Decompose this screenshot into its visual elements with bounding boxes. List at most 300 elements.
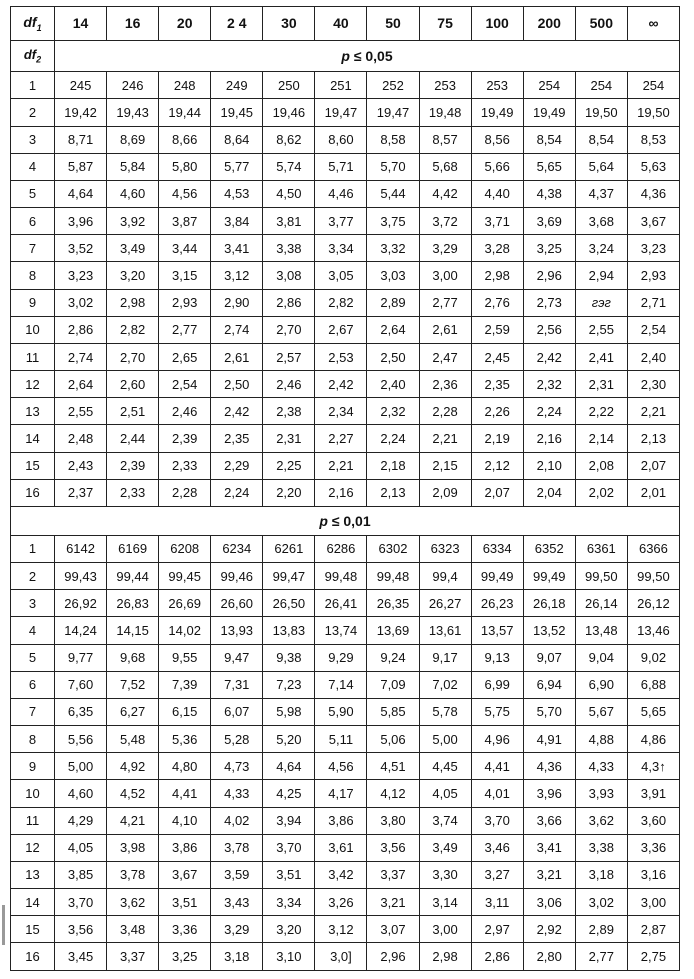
f-value-cell: 13,52 (523, 617, 575, 644)
f-value-cell: 2,33 (159, 452, 211, 479)
f-value-cell: 4,41 (159, 780, 211, 807)
f-value-cell: 2,44 (107, 425, 159, 452)
f-value-cell: 2,70 (107, 343, 159, 370)
f-value-cell: 4,52 (107, 780, 159, 807)
f-value-cell: 2,19 (471, 425, 523, 452)
f-value-cell: 5,36 (159, 726, 211, 753)
f-value-cell: 4,25 (263, 780, 315, 807)
f-value-cell: 3,06 (523, 889, 575, 916)
f-value-cell: 2,89 (367, 289, 419, 316)
f-value-cell: 2,64 (367, 316, 419, 343)
f-value-cell: 3,51 (263, 861, 315, 888)
f-value-cell: 99,50 (627, 563, 679, 590)
f-value-cell: 3,78 (107, 861, 159, 888)
f-value-cell: 3,67 (159, 861, 211, 888)
df2-row-label: 3 (11, 590, 55, 617)
f-value-cell: 26,27 (419, 590, 471, 617)
f-value-cell: 2,35 (211, 425, 263, 452)
f-value-cell: 2,42 (523, 343, 575, 370)
f-value-cell: 4,51 (367, 753, 419, 780)
f-value-cell: 26,41 (315, 590, 367, 617)
f-value-cell: 8,71 (55, 126, 107, 153)
f-value-cell: 249 (211, 72, 263, 99)
f-value-cell: 2,28 (419, 398, 471, 425)
f-value-cell: 3,92 (107, 208, 159, 235)
f-value-cell: 3,11 (471, 889, 523, 916)
table-row (11, 398, 680, 425)
significance-level-label (55, 40, 680, 72)
f-value-cell: 3,85 (55, 861, 107, 888)
f-value-cell: 3,46 (471, 834, 523, 861)
f-value-cell: 3,23 (55, 262, 107, 289)
f-value-cell: 2,43 (55, 452, 107, 479)
table-row (11, 343, 680, 370)
f-value-cell: 9,07 (523, 644, 575, 671)
df2-corner-label (11, 40, 55, 72)
f-value-cell: 3,96 (523, 780, 575, 807)
f-value-cell: 2,31 (263, 425, 315, 452)
column-header-df1: 100 (471, 7, 523, 41)
f-value-cell: 8,58 (367, 126, 419, 153)
f-value-cell: 2,98 (419, 943, 471, 971)
f-value-cell: 9,68 (107, 644, 159, 671)
f-value-cell: 26,50 (263, 590, 315, 617)
f-value-cell: 2,42 (211, 398, 263, 425)
f-value-cell: 2,26 (471, 398, 523, 425)
table-row (11, 371, 680, 398)
table-row (11, 617, 680, 644)
f-value-cell: 3,84 (211, 208, 263, 235)
df2-row-label: 6 (11, 671, 55, 698)
f-value-cell: 2,93 (159, 289, 211, 316)
f-value-cell: 252 (367, 72, 419, 99)
df1-sub: 1 (36, 22, 42, 33)
f-value-cell: 8,57 (419, 126, 471, 153)
df2-row-label: 11 (11, 807, 55, 834)
f-value-cell: 3,27 (471, 861, 523, 888)
f-value-cell: 253 (471, 72, 523, 99)
df2-row-label: 9 (11, 753, 55, 780)
f-value-cell: 4,92 (107, 753, 159, 780)
df1-var: df (23, 13, 37, 30)
table-row (11, 671, 680, 698)
f-value-cell: 2,76 (471, 289, 523, 316)
df2-row-label: 16 (11, 943, 55, 971)
f-value-cell: 6323 (419, 535, 471, 562)
f-value-cell: 13,61 (419, 617, 471, 644)
f-value-cell: 3,98 (107, 834, 159, 861)
f-value-cell: 3,41 (523, 834, 575, 861)
f-value-cell: 5,48 (107, 726, 159, 753)
f-value-cell: 5,44 (367, 180, 419, 207)
f-value-cell: 2,41 (575, 343, 627, 370)
df2-row-label: 12 (11, 371, 55, 398)
f-value-cell: 7,52 (107, 671, 159, 698)
f-value-cell: 3,00 (419, 262, 471, 289)
f-value-cell: 7,60 (55, 671, 107, 698)
f-value-cell: 2,42 (315, 371, 367, 398)
f-value-cell: 4,36 (523, 753, 575, 780)
f-value-cell: 99,4 (419, 563, 471, 590)
f-value-cell: 3,00 (419, 916, 471, 943)
f-value-cell: 4,33 (211, 780, 263, 807)
f-value-cell: 2,77 (159, 316, 211, 343)
df2-row-label: 1 (11, 72, 55, 99)
f-value-cell: 5,68 (419, 153, 471, 180)
f-value-cell: 5,87 (55, 153, 107, 180)
df2-row-label: 15 (11, 916, 55, 943)
f-value-cell: 2,97 (471, 916, 523, 943)
f-value-cell: 3,78 (211, 834, 263, 861)
f-value-cell: 2,39 (159, 425, 211, 452)
f-value-cell: 3,94 (263, 807, 315, 834)
f-value-cell: 26,18 (523, 590, 575, 617)
f-value-cell: 5,85 (367, 698, 419, 725)
f-value-cell: 2,57 (263, 343, 315, 370)
f-value-cell: 4,96 (471, 726, 523, 753)
f-value-cell: 19,50 (575, 99, 627, 126)
f-value-cell: 2,71 (627, 289, 679, 316)
f-value-cell: гэг (575, 289, 627, 316)
f-value-cell: 4,21 (107, 807, 159, 834)
f-value-cell: 3,29 (211, 916, 263, 943)
f-value-cell: 19,46 (263, 99, 315, 126)
f-value-cell: 19,50 (627, 99, 679, 126)
f-value-cell: 2,54 (627, 316, 679, 343)
f-value-cell: 254 (523, 72, 575, 99)
f-value-cell: 19,42 (55, 99, 107, 126)
df2-row-label: 2 (11, 563, 55, 590)
f-value-cell: 99,44 (107, 563, 159, 590)
f-distribution-table-page (10, 6, 680, 971)
f-value-cell: 3,02 (55, 289, 107, 316)
table-row (11, 153, 680, 180)
df2-row-label: 13 (11, 398, 55, 425)
f-value-cell: 5,70 (523, 698, 575, 725)
f-value-cell: 4,42 (419, 180, 471, 207)
f-value-cell: 4,53 (211, 180, 263, 207)
table-row (11, 753, 680, 780)
f-value-cell: 3,20 (263, 916, 315, 943)
f-value-cell: 3,0] (315, 943, 367, 971)
f-value-cell: 3,51 (159, 889, 211, 916)
df2-row-label: 7 (11, 698, 55, 725)
table-row (11, 726, 680, 753)
df2-row-label: 9 (11, 289, 55, 316)
f-value-cell: 3,77 (315, 208, 367, 235)
f-value-cell: 8,66 (159, 126, 211, 153)
f-value-cell: 13,74 (315, 617, 367, 644)
f-value-cell: 4,02 (211, 807, 263, 834)
f-value-cell: 4,05 (55, 834, 107, 861)
f-value-cell: 3,32 (367, 235, 419, 262)
f-value-cell: 2,36 (419, 371, 471, 398)
f-value-cell: 3,34 (263, 889, 315, 916)
column-header-df1: 14 (55, 7, 107, 41)
table-row (11, 535, 680, 562)
f-value-cell: 3,56 (367, 834, 419, 861)
f-value-cell: 19,47 (367, 99, 419, 126)
table-row (11, 99, 680, 126)
f-value-cell: 2,64 (55, 371, 107, 398)
f-value-cell: 2,75 (627, 943, 679, 971)
f-value-cell: 3,70 (263, 834, 315, 861)
f-value-cell: 26,12 (627, 590, 679, 617)
column-header-df1: 30 (263, 7, 315, 41)
f-value-cell: 4,64 (263, 753, 315, 780)
f-value-cell: 5,66 (471, 153, 523, 180)
f-value-cell: 4,56 (315, 753, 367, 780)
f-value-cell: 3,03 (367, 262, 419, 289)
p-symbol: p (341, 47, 350, 64)
f-value-cell: 5,20 (263, 726, 315, 753)
f-value-cell: 19,49 (471, 99, 523, 126)
f-value-cell: 3,49 (107, 235, 159, 262)
f-value-cell: 2,65 (159, 343, 211, 370)
f-value-cell: 5,00 (419, 726, 471, 753)
f-value-cell: 3,86 (159, 834, 211, 861)
table-row (11, 316, 680, 343)
f-value-cell: 2,67 (315, 316, 367, 343)
table-row (11, 916, 680, 943)
df1-corner-label (11, 7, 55, 41)
f-value-cell: 13,83 (263, 617, 315, 644)
f-value-cell: 5,70 (367, 153, 419, 180)
f-value-cell: 2,86 (263, 289, 315, 316)
f-value-cell: 253 (419, 72, 471, 99)
f-value-cell: 4,91 (523, 726, 575, 753)
f-value-cell: 14,15 (107, 617, 159, 644)
f-value-cell: 3,80 (367, 807, 419, 834)
f-value-cell: 9,77 (55, 644, 107, 671)
df2-row-label: 13 (11, 861, 55, 888)
f-value-cell: 2,34 (315, 398, 367, 425)
f-value-cell: 2,13 (367, 479, 419, 506)
f-value-cell: 8,69 (107, 126, 159, 153)
f-value-cell: 2,96 (523, 262, 575, 289)
f-critical-values-table (10, 6, 680, 971)
f-value-cell: 3,23 (627, 235, 679, 262)
f-value-cell: 2,98 (107, 289, 159, 316)
f-value-cell: 2,13 (627, 425, 679, 452)
f-value-cell: 9,17 (419, 644, 471, 671)
f-value-cell: 3,86 (315, 807, 367, 834)
f-value-cell: 3,41 (211, 235, 263, 262)
f-value-cell: 3,67 (627, 208, 679, 235)
f-value-cell: 2,22 (575, 398, 627, 425)
f-value-cell: 3,45 (55, 943, 107, 971)
f-value-cell: 4,01 (471, 780, 523, 807)
f-value-cell: 2,37 (55, 479, 107, 506)
column-header-df1: 20 (159, 7, 211, 41)
table-row (11, 861, 680, 888)
f-value-cell: 3,38 (263, 235, 315, 262)
f-value-cell: 2,31 (575, 371, 627, 398)
f-value-cell: 2,86 (55, 316, 107, 343)
f-value-cell: 3,71 (471, 208, 523, 235)
f-value-cell: 4,86 (627, 726, 679, 753)
f-value-cell: 4,17 (315, 780, 367, 807)
f-value-cell: 3,37 (367, 861, 419, 888)
f-value-cell: 2,12 (471, 452, 523, 479)
f-value-cell: 6,88 (627, 671, 679, 698)
df2-sub: 2 (36, 54, 42, 65)
table-row (11, 834, 680, 861)
f-value-cell: 4,60 (107, 180, 159, 207)
f-value-cell: 3,69 (523, 208, 575, 235)
table-row (11, 72, 680, 99)
f-value-cell: 6302 (367, 535, 419, 562)
header-row (11, 7, 680, 41)
f-value-cell: 6261 (263, 535, 315, 562)
f-value-cell: 8,54 (523, 126, 575, 153)
f-value-cell: 2,15 (419, 452, 471, 479)
f-value-cell: 3,25 (159, 943, 211, 971)
f-value-cell: 99,47 (263, 563, 315, 590)
f-value-cell: 8,56 (471, 126, 523, 153)
significance-level-label (11, 506, 680, 535)
f-value-cell: 3,42 (315, 861, 367, 888)
f-value-cell: 6,90 (575, 671, 627, 698)
f-value-cell: 6,27 (107, 698, 159, 725)
f-value-cell: 2,30 (627, 371, 679, 398)
f-value-cell: 2,38 (263, 398, 315, 425)
f-value-cell: 3,16 (627, 861, 679, 888)
f-value-cell: 6286 (315, 535, 367, 562)
f-value-cell: 3,18 (575, 861, 627, 888)
f-value-cell: 99,49 (471, 563, 523, 590)
f-value-cell: 6366 (627, 535, 679, 562)
df2-row-label: 14 (11, 425, 55, 452)
f-value-cell: 2,59 (471, 316, 523, 343)
f-value-cell: 3,62 (575, 807, 627, 834)
f-value-cell: 6334 (471, 535, 523, 562)
f-value-cell: 7,02 (419, 671, 471, 698)
table-row (11, 563, 680, 590)
f-value-cell: 250 (263, 72, 315, 99)
f-value-cell: 2,61 (419, 316, 471, 343)
f-value-cell: 13,48 (575, 617, 627, 644)
f-value-cell: 3,36 (627, 834, 679, 861)
f-value-cell: 2,24 (211, 479, 263, 506)
f-value-cell: 26,23 (471, 590, 523, 617)
f-value-cell: 5,56 (55, 726, 107, 753)
f-value-cell: 2,10 (523, 452, 575, 479)
f-value-cell: 2,33 (107, 479, 159, 506)
f-value-cell: 245 (55, 72, 107, 99)
f-value-cell: 4,29 (55, 807, 107, 834)
df2-row-label: 10 (11, 780, 55, 807)
f-value-cell: 2,82 (107, 316, 159, 343)
f-value-cell: 2,55 (55, 398, 107, 425)
f-value-cell: 3,81 (263, 208, 315, 235)
f-value-cell: 3,24 (575, 235, 627, 262)
f-value-cell: 2,46 (263, 371, 315, 398)
f-value-cell: 2,87 (627, 916, 679, 943)
f-value-cell: 2,01 (627, 479, 679, 506)
f-value-cell: 6,15 (159, 698, 211, 725)
column-header-df1: ∞ (627, 7, 679, 41)
f-value-cell: 9,38 (263, 644, 315, 671)
df2-row-label: 15 (11, 452, 55, 479)
f-value-cell: 2,77 (575, 943, 627, 971)
f-value-cell: 2,82 (315, 289, 367, 316)
f-value-cell: 3,36 (159, 916, 211, 943)
f-value-cell: 6361 (575, 535, 627, 562)
f-value-cell: 251 (315, 72, 367, 99)
f-value-cell: 3,02 (575, 889, 627, 916)
f-value-cell: 3,05 (315, 262, 367, 289)
table-row (11, 208, 680, 235)
f-value-cell: 7,39 (159, 671, 211, 698)
f-value-cell: 3,68 (575, 208, 627, 235)
f-value-cell: 2,20 (263, 479, 315, 506)
f-value-cell: 2,77 (419, 289, 471, 316)
f-value-cell: 3,21 (523, 861, 575, 888)
df2-row-label: 4 (11, 617, 55, 644)
f-value-cell: 6234 (211, 535, 263, 562)
f-value-cell: 9,24 (367, 644, 419, 671)
f-value-cell: 3,60 (627, 807, 679, 834)
column-header-df1: 16 (107, 7, 159, 41)
f-value-cell: 5,90 (315, 698, 367, 725)
f-value-cell: 4,80 (159, 753, 211, 780)
f-value-cell: 99,46 (211, 563, 263, 590)
f-value-cell: 7,14 (315, 671, 367, 698)
f-value-cell: 2,55 (575, 316, 627, 343)
f-value-cell: 6169 (107, 535, 159, 562)
f-value-cell: 3,08 (263, 262, 315, 289)
column-header-df1: 75 (419, 7, 471, 41)
f-value-cell: 2,51 (107, 398, 159, 425)
column-header-df1: 200 (523, 7, 575, 41)
f-value-cell: 3,25 (523, 235, 575, 262)
f-value-cell: 2,28 (159, 479, 211, 506)
significance-threshold: ≤ 0,01 (327, 512, 371, 529)
section-header-row (11, 506, 680, 535)
f-value-cell: 3,59 (211, 861, 263, 888)
f-value-cell: 3,61 (315, 834, 367, 861)
f-value-cell: 19,43 (107, 99, 159, 126)
f-value-cell: 2,35 (471, 371, 523, 398)
f-value-cell: 2,02 (575, 479, 627, 506)
f-value-cell: 4,33 (575, 753, 627, 780)
f-value-cell: 99,48 (367, 563, 419, 590)
column-header-df1: 2 4 (211, 7, 263, 41)
f-value-cell: 3,70 (55, 889, 107, 916)
f-value-cell: 2,61 (211, 343, 263, 370)
f-value-cell: 2,40 (367, 371, 419, 398)
f-value-cell: 99,49 (523, 563, 575, 590)
f-value-cell: 26,35 (367, 590, 419, 617)
f-value-cell: 4,56 (159, 180, 211, 207)
f-value-cell: 19,49 (523, 99, 575, 126)
df2-row-label: 5 (11, 180, 55, 207)
f-value-cell: 5,74 (263, 153, 315, 180)
f-value-cell: 2,16 (315, 479, 367, 506)
f-value-cell: 3,26 (315, 889, 367, 916)
df2-row-label: 1 (11, 535, 55, 562)
f-value-cell: 3,34 (315, 235, 367, 262)
f-value-cell: 9,29 (315, 644, 367, 671)
table-row (11, 235, 680, 262)
f-value-cell: 3,12 (315, 916, 367, 943)
df2-row-label: 16 (11, 479, 55, 506)
f-value-cell: 3,52 (55, 235, 107, 262)
f-value-cell: 2,40 (627, 343, 679, 370)
f-value-cell: 13,93 (211, 617, 263, 644)
f-value-cell: 2,16 (523, 425, 575, 452)
